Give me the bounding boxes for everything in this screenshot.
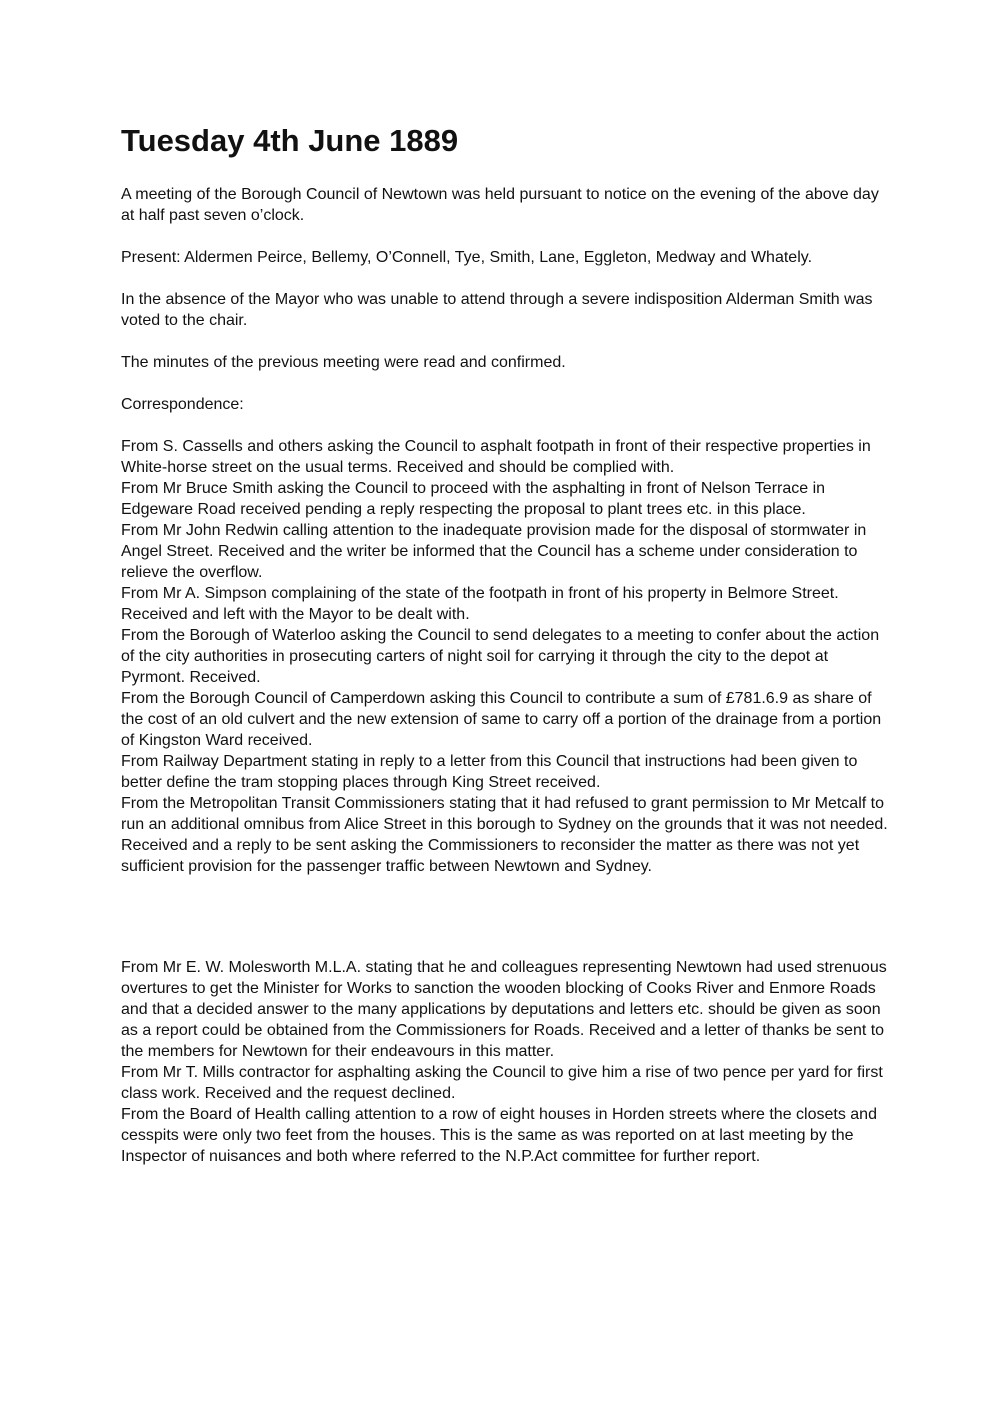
correspondence-list-continued	[121, 957, 891, 1167]
document-page	[121, 120, 891, 1167]
correspondence-list	[121, 436, 891, 877]
correspondence-item: From the Metropolitan Transit Commissioners stating that it had refused to grant permission to Mr Metcalf to run an additional omnibus from Alice Street in this borough to Sydney on the grounds that it was not needed. Received and a reply to be sent asking the Commissioners to reconsider the matter as there was not yet sufficient provision for the passenger traffic between Newtown and Sydney.	[121, 795, 888, 875]
page-title: Tuesday 4th June 1889	[121, 123, 459, 158]
chair-paragraph: In the absence of the Mayor who was unable to attend through a severe indisposition Alderman Smith was voted to the chair.	[121, 291, 873, 329]
correspondence-item: From S. Cassells and others asking the Council to asphalt footpath in front of their respective properties in White-horse street on the usual terms. Received and should be complied with.	[121, 438, 871, 476]
minutes-paragraph: The minutes of the previous meeting were read and confirmed.	[121, 354, 566, 371]
correspondence-item: From Mr A. Simpson complaining of the state of the footpath in front of his property in Belmore Street. Received and left with the Mayor to be dealt with.	[121, 585, 839, 623]
intro-paragraph: A meeting of the Borough Council of Newtown was held pursuant to notice on the evening of the above day at half past seven o’clock.	[121, 186, 879, 224]
correspondence-item: From the Board of Health calling attention to a row of eight houses in Horden streets where the closets and cesspits were only two feet from the houses. This is the same as was reported on at last meeting by the Inspector of nuisances and both where referred to the N.P.Act committee for further report.	[121, 1106, 877, 1165]
correspondence-item: From Mr E. W. Molesworth M.L.A. stating that he and colleagues representing Newtown had used strenuous overtures to get the Minister for Works to sanction the wooden blocking of Cooks River and Enmore Roads and that a decided answer to the many applications by deputations and letters etc. should be given as soon as a report could be obtained from the Commissioners for Roads. Received and a letter of thanks be sent to the members for Newtown for their endeavours in this matter.	[121, 959, 887, 1060]
present-paragraph: Present: Aldermen Peirce, Bellemy, O’Connell, Tye, Smith, Lane, Eggleton, Medway and Whately.	[121, 249, 813, 266]
correspondence-item: From Mr Bruce Smith asking the Council to proceed with the asphalting in front of Nelson Terrace in Edgeware Road received pending a reply respecting the proposal to plant trees etc. in this place.	[121, 480, 826, 518]
correspondence-item: From the Borough of Waterloo asking the Council to send delegates to a meeting to confer about the action of the city authorities in prosecuting carters of night soil for carrying it through the city to the depot at Pyrmont. Received.	[121, 627, 880, 686]
correspondence-heading: Correspondence:	[121, 396, 244, 413]
correspondence-item: From Mr John Redwin calling attention to the inadequate provision made for the disposal of stormwater in Angel Street. Received and the writer be informed that the Council has a scheme under consideration to relieve the overflow.	[121, 522, 867, 581]
section-gap	[121, 877, 891, 957]
correspondence-item: From Mr T. Mills contractor for asphalting asking the Council to give him a rise of two pence per yard for first class work. Received and the request declined.	[121, 1064, 883, 1102]
correspondence-item: From the Borough Council of Camperdown asking this Council to contribute a sum of £781.6.9 as share of the cost of an old culvert and the new extension of same to carry off a portion of the drainage from a portion of Kingston Ward received.	[121, 690, 882, 749]
correspondence-item: From Railway Department stating in reply to a letter from this Council that instructions had been given to better define the tram stopping places through King Street received.	[121, 753, 858, 791]
